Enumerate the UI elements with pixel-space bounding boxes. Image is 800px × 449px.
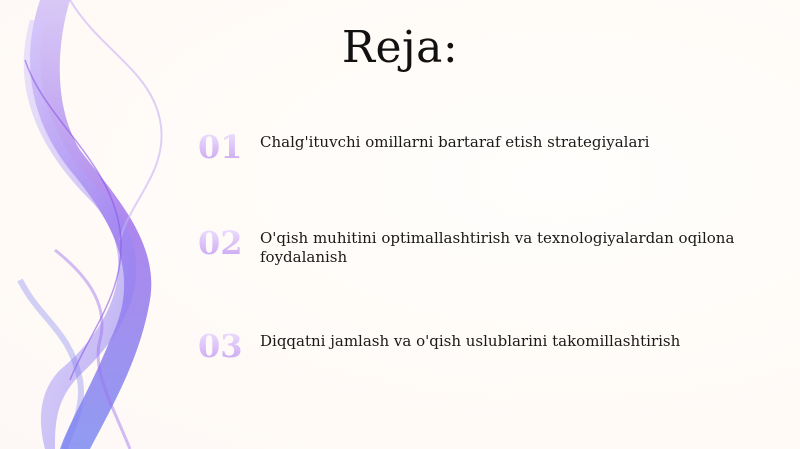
- item-number: 03: [198, 330, 246, 362]
- item-number: 02: [198, 227, 246, 259]
- purple-smoke-swirl-icon: [0, 0, 200, 449]
- item-text: O'qish muhitini optimallashtirish va texnologiyalardan oqilona foydalanish: [260, 229, 735, 266]
- slide-title: Reja:: [341, 22, 459, 73]
- item-number: 01: [198, 131, 246, 163]
- item-text: Chalg'ituvchi omillarni bartaraf etish strategiyalari: [260, 133, 650, 151]
- item-text: Diqqatni jamlash va o'qish uslublarini takomillashtirish: [260, 332, 681, 350]
